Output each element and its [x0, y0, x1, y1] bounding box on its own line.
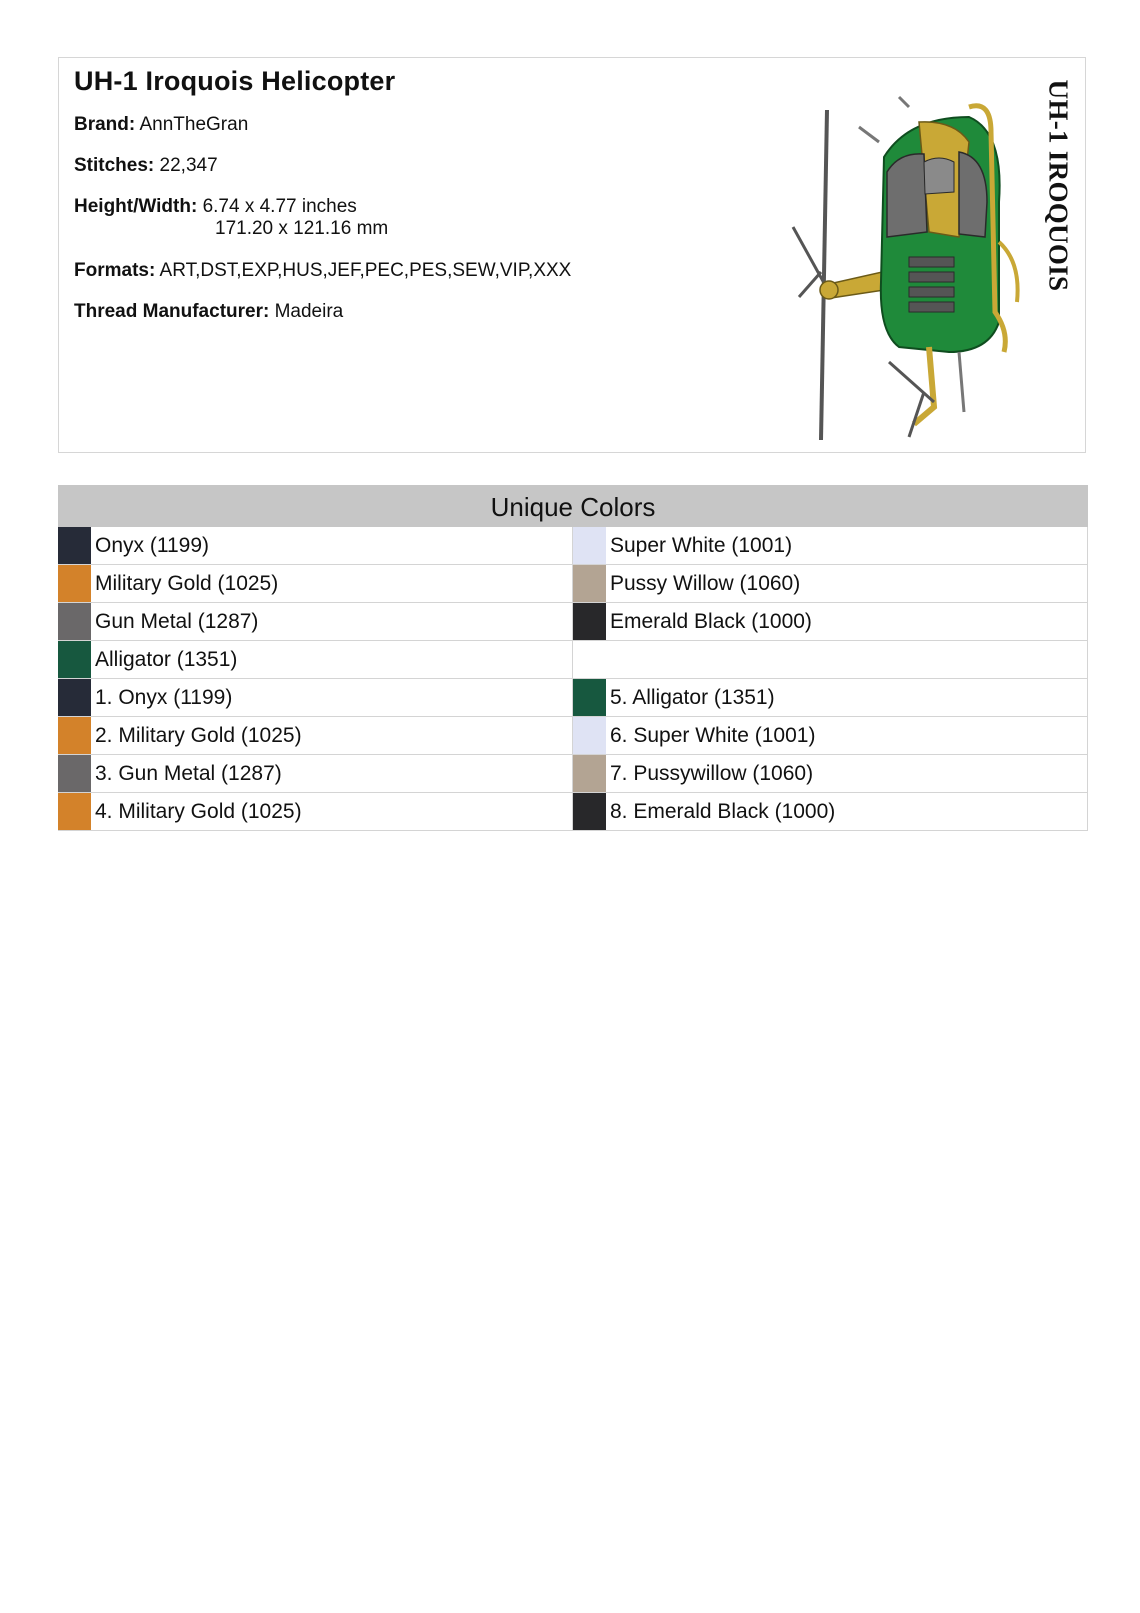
color-swatch — [573, 527, 606, 564]
color-name: 6. Super White (1001) — [610, 723, 816, 747]
brand-field — [74, 114, 248, 136]
color-name: 3. Gun Metal (1287) — [95, 761, 282, 785]
color-swatch — [573, 755, 606, 792]
stitches-value: 22,347 — [159, 155, 218, 176]
formats-value: ART,DST,EXP,HUS,JEF,PEC,PES,SEW,VIP,XXX — [159, 260, 572, 281]
color-swatch — [58, 641, 91, 678]
stitches-field — [74, 155, 218, 177]
color-swatch — [58, 679, 91, 716]
size-label: Height/Width: — [74, 196, 198, 217]
artwork-caption — [1042, 70, 1074, 300]
manufacturer-field — [74, 301, 343, 323]
stitches-label: Stitches: — [74, 155, 155, 176]
color-swatch — [573, 603, 606, 640]
color-swatch — [58, 755, 91, 792]
color-cell — [573, 717, 1088, 755]
color-name: 4. Military Gold (1025) — [95, 799, 302, 823]
color-swatch — [573, 793, 606, 830]
brand-value: AnnTheGran — [139, 114, 249, 135]
color-cell — [58, 717, 573, 755]
color-cell — [58, 527, 573, 565]
color-name: Military Gold (1025) — [95, 571, 279, 595]
unique-colors-header: Unique Colors — [58, 485, 1088, 527]
size-mm: 171.20 x 121.16 mm — [215, 218, 389, 239]
brand-label: Brand: — [74, 114, 136, 135]
color-name: Alligator (1351) — [95, 647, 238, 671]
manufacturer-value: Madeira — [274, 301, 344, 322]
color-cell — [573, 793, 1088, 831]
color-swatch — [573, 717, 606, 754]
color-cell — [58, 603, 573, 641]
color-swatch — [573, 565, 606, 602]
color-name: Super White (1001) — [610, 533, 793, 557]
color-name: Emerald Black (1000) — [610, 609, 812, 633]
color-swatch — [573, 679, 606, 716]
size-inches: 6.74 x 4.77 inches — [202, 196, 357, 217]
color-name: Pussy Willow (1060) — [610, 571, 801, 595]
color-cell — [573, 679, 1088, 717]
color-cell — [573, 527, 1088, 565]
color-cell — [573, 603, 1088, 641]
color-cell — [58, 641, 573, 679]
design-title: UH-1 Iroquois Helicopter — [74, 66, 396, 96]
color-cell — [58, 565, 573, 603]
unique-colors-table — [58, 485, 1088, 831]
color-swatch — [58, 717, 91, 754]
color-swatch — [58, 793, 91, 830]
color-cell — [573, 755, 1088, 793]
color-cell — [58, 755, 573, 793]
size-field — [74, 196, 388, 240]
color-cell — [573, 641, 1088, 679]
color-name: 8. Emerald Black (1000) — [610, 799, 836, 823]
color-name: 1. Onyx (1199) — [95, 685, 233, 709]
color-swatch — [58, 603, 91, 640]
color-name: Onyx (1199) — [95, 533, 209, 557]
color-grid — [58, 527, 1088, 831]
artwork-caption-text: UH-1 IROQUOIS — [1043, 79, 1074, 291]
color-name: 2. Military Gold (1025) — [95, 723, 302, 747]
formats-field — [74, 260, 571, 282]
color-swatch — [58, 565, 91, 602]
color-cell — [58, 679, 573, 717]
color-swatch — [58, 527, 91, 564]
helicopter-embroidery-icon — [759, 62, 1079, 450]
color-cell — [573, 565, 1088, 603]
color-cell — [58, 793, 573, 831]
formats-label: Formats: — [74, 260, 156, 281]
color-name: Gun Metal (1287) — [95, 609, 259, 633]
design-info-card — [58, 57, 1086, 453]
color-name: 7. Pussywillow (1060) — [610, 761, 814, 785]
color-name: 5. Alligator (1351) — [610, 685, 775, 709]
manufacturer-label: Thread Manufacturer: — [74, 301, 270, 322]
